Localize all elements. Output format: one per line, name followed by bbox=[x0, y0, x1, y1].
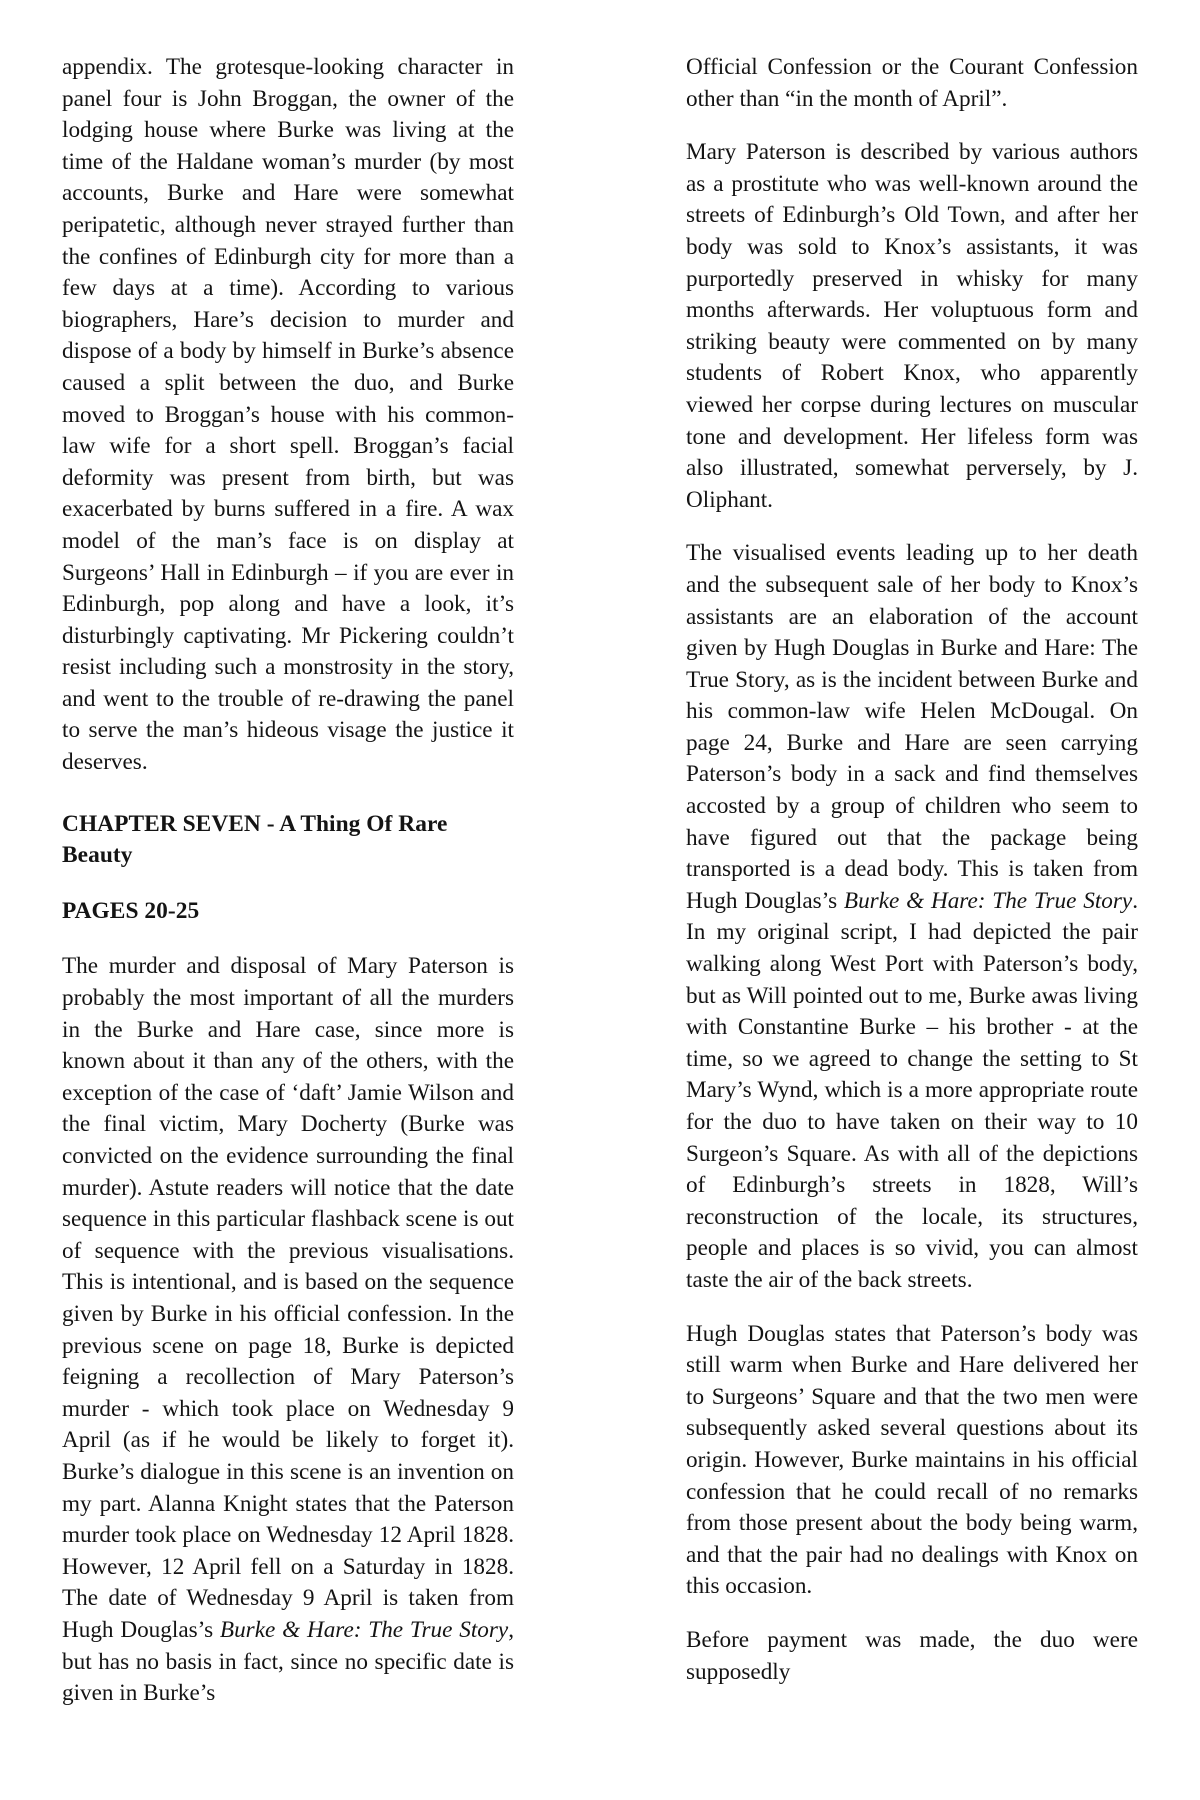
paragraph-hugh-douglas bbox=[686, 1319, 1138, 1603]
paragraph-appendix bbox=[62, 52, 514, 779]
text-run: , but has no basis in fact, since no specific date is given in Burke’s bbox=[62, 1616, 514, 1707]
paragraph-official-confession bbox=[686, 52, 1138, 115]
paragraph-described bbox=[686, 137, 1138, 516]
left-column bbox=[62, 52, 514, 1710]
italic-title: Burke & Hare: The True Story bbox=[843, 887, 1133, 914]
text-run: Before payment was made, the duo were supposedly bbox=[686, 1626, 1138, 1685]
text-run: Official Confession or the Courant Confession other than “in the month of April”. bbox=[686, 54, 1138, 112]
paragraph-before-payment bbox=[686, 1625, 1138, 1688]
right-column bbox=[686, 52, 1138, 1688]
text-run: Mary Paterson is described by various authors as a prostitute who was well-known around the streets of Edinburgh’s Old Town, and after her body was sold to Knox’s assistants, it was purportedly preserved in whisky for many months afterwards. Her voluptuous form and striking beauty were commented on by many students of Robert Knox, who apparently viewed her corpse during lectures on muscular tone and development. Her lifeless form was also illustrated, somewhat perversely, by J. Oliphant. bbox=[686, 139, 1138, 513]
text-run: Hugh Douglas states that Paterson’s body was still warm when Burke and Hare delivered her to Surgeons’ Square and that the two men were subsequently asked several questions about its origin. However, Burke maintains in his official confession that he could recall of no remarks from those present about the body being warm, and that the pair had no dealings with Knox on this occasion. bbox=[686, 1320, 1138, 1600]
paragraph-mary-paterson bbox=[62, 951, 514, 1709]
text-run: The visualised events leading up to her death and the subsequent sale of her body to Knox’s assistants are an elaboration of the account given by Hugh Douglas in Burke and Hare: The True Story, as is the incident between Burke and his common-law wife Helen McDougal. On page 24, Burke and Hare are seen carrying Paterson’s body in a sack and find themselves accosted by a group of children who seem to have figured out that the package being transported is a dead body. This is taken from Hugh Douglas’s bbox=[686, 540, 1138, 914]
pages-heading: PAGES 20-25 bbox=[62, 897, 200, 924]
chapter-heading: CHAPTER SEVEN - A Thing Of Rare Beauty bbox=[62, 810, 448, 869]
text-run: The murder and disposal of Mary Paterson is probably the most important of all the murders in the Burke and Hare case, since more is known about it than any of the others, with the exception of the case of ‘daft’ Jamie Wilson and the final victim, Mary Docherty (Burke was convicted on the evidence surrounding the final murder). Astute readers will notice that the date sequence in this particular flashback scene is out of sequence with the previous visualisations. This is intentional, and is based on the sequence given by Burke in his official confession. In the previous scene on page 18, Burke is depicted feigning a recollection of Mary Paterson’s murder - which took place on Wednesday 9 April (as if he would be likely to forget it). Burke’s dialogue in this scene is an invention on my part. Alanna Knight states that the Paterson murder took place on Wednesday 12 April 1828. However, 12 April fell on a Saturday in 1828. The date of Wednesday 9 April is taken from Hugh Douglas’s bbox=[62, 953, 514, 1643]
text-run: . In my original script, I had depicted the pair walking along West Port with Paterson’s body, but as Will pointed out to me, Burke awas living with Constantine Burke – his brother - at the time, so we agreed to change the setting to St Mary’s Wynd, which is a more appropriate route for the duo to have taken on their way to 10 Surgeon’s Square. As with all of the depictions of Edinburgh’s streets in 1828, Will’s reconstruction of the locale, its structures, people and places is so vivid, you can almost taste the air of the back streets. bbox=[686, 887, 1138, 1293]
text-run: appendix. The grotesque-looking character in panel four is John Broggan, the owner of the lodging house where Burke was living at the time of the Haldane woman’s murder (by most accounts, Burke and Hare were somewhat peripatetic, although never strayed further than the confines of Edinburgh city for more than a few days at a time). According to various biographers, Hare’s decision to murder and dispose of a body by himself in Burke’s absence caused a split between the duo, and Burke moved to Broggan’s house with his common-law wife for a short spell. Broggan’s facial deformity was present from birth, but was exacerbated by burns suffered in a fire. A wax model of the man’s face is on display at Surgeons’ Hall in Edinburgh – if you are ever in Edinburgh, pop along and have a look, it’s disturbingly captivating. Mr Pickering couldn’t resist including such a monstrosity in the story, and went to the trouble of re-drawing the panel to serve the man’s hideous visage the justice it deserves. bbox=[62, 54, 514, 776]
italic-title: Burke & Hare: The True Story bbox=[219, 1616, 509, 1643]
paragraph-visualised bbox=[686, 538, 1138, 1296]
two-column-layout bbox=[62, 52, 1138, 1752]
